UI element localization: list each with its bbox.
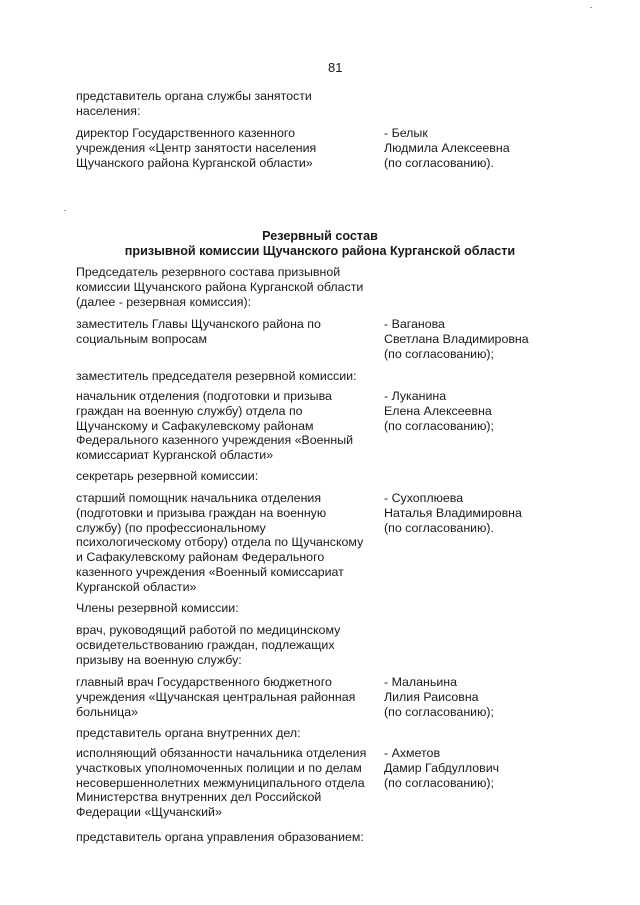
chief-physician-position: главный врач Государственного бюджетного учреждения «Щучанская центральная районная больница»	[76, 675, 356, 719]
scan-speck	[590, 7, 592, 8]
deputy-head-position: заместитель Главы Щучанского района по социальным вопросам	[76, 317, 321, 346]
deputy-chair-label: заместитель председателя резервной комиссии:	[76, 369, 357, 383]
deputy-head-name: - Ваганова Светлана Владимировна (по согласованию);	[384, 317, 529, 361]
employment-service-label: представитель органа службы занятости населения:	[76, 89, 312, 118]
senior-assistant-position: старший помощник начальника отделения (подготовки и призыва граждан на военную службу) (по профессиональному психологическому отбору) отдела по Щучанскому и Сафакулевскому районам Федерального казенного учреждения «Военный комиссариат Курганской области»	[76, 491, 364, 594]
department-head-position: начальник отделения (подготовки и призыва граждан на военную службу) отдела по Щучанскому и Сафакулевскому районам Федерального казенного учреждения «Военный комиссариат Курганской области»	[76, 389, 354, 463]
acting-police-head-name: - Ахметов Дамир Габдуллович (по согласованию);	[384, 746, 500, 790]
acting-police-head-position: исполняющий обязанности начальника отделения участковых уполномоченных полиции и по делам несовершеннолетних межмуниципального отдела Министерства внутренних дел Российской Федерации «Щучанский»	[76, 746, 367, 820]
secretary-label: секретарь резервной комиссии:	[76, 469, 259, 483]
internal-affairs-label: представитель органа внутренних дел:	[76, 726, 301, 740]
members-label: Члены резервной комиссии:	[76, 601, 239, 615]
employment-center-director-position: директор Государственного казенного учреждения «Центр занятости населения Щучанского района Курганской области»	[76, 126, 317, 170]
department-head-name: - Луканина Елена Алексеевна (по согласованию);	[384, 389, 494, 433]
scan-speck	[64, 210, 66, 211]
medical-doctor-label: врач, руководящий работой по медицинскому освидетельствованию граждан, подлежащих призыву на военную службу:	[76, 623, 341, 667]
employment-center-director-name: - Белык Людмила Алексеевна (по согласованию).	[384, 126, 510, 170]
page-number: 81	[328, 60, 343, 75]
reserve-chair-label: Председатель резервного состава призывной комиссии Щучанского района Курганской области (далее - резервная комиссия):	[76, 265, 364, 309]
education-authority-label: представитель органа управления образованием:	[76, 830, 364, 844]
chief-physician-name: - Маланьина Лилия Раисовна (по согласованию);	[384, 675, 494, 719]
reserve-commission-heading: Резервный состав призывной комиссии Щучанского района Курганской области	[124, 229, 516, 258]
senior-assistant-name: - Сухоплюева Наталья Владимировна (по согласованию).	[384, 491, 522, 535]
